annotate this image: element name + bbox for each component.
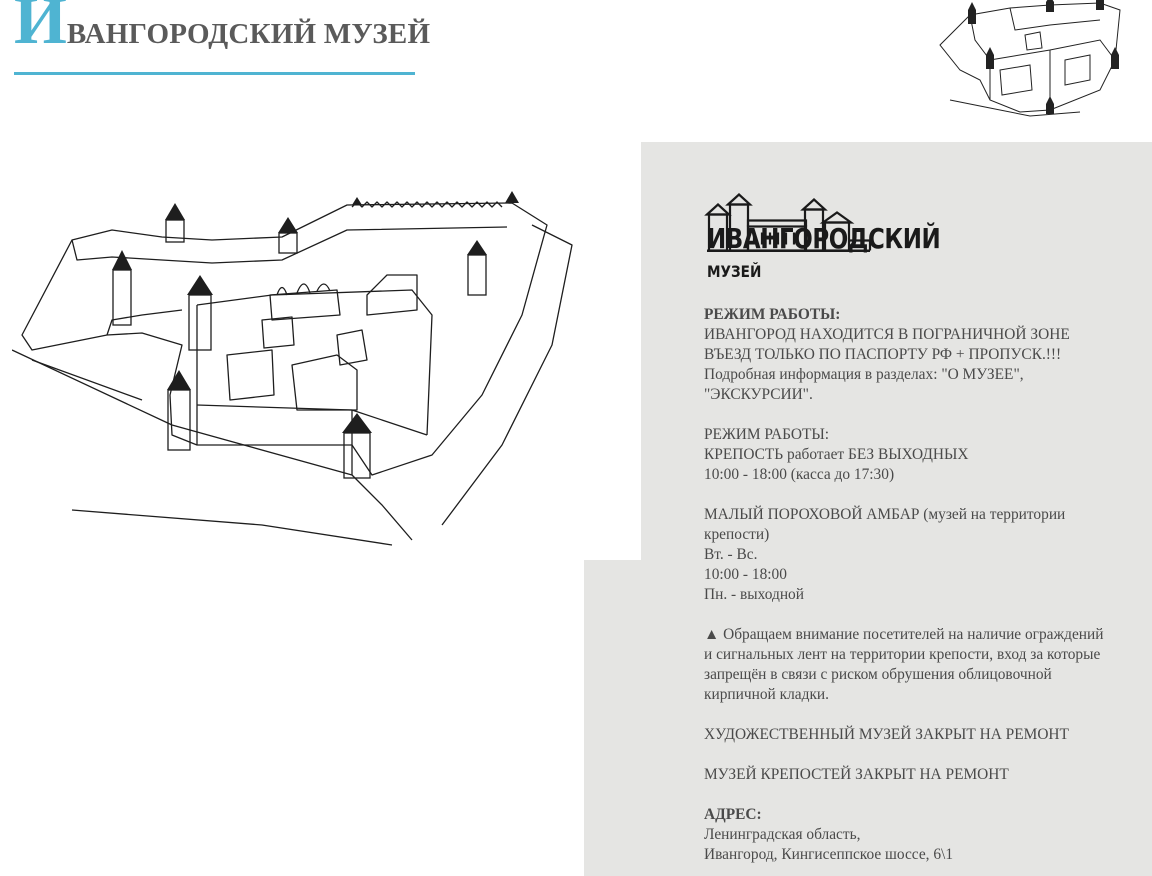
warning-line-3: запрещён в связи с риском обрушения облицовочной bbox=[704, 666, 1052, 683]
hours-heading: РЕЖИМ РАБОТЫ: bbox=[704, 306, 841, 323]
site-title-initial: И bbox=[14, 0, 67, 58]
info-text bbox=[704, 305, 1149, 865]
art-museum-notice: ХУДОЖЕСТВЕННЫЙ МУЗЕЙ ЗАКРЫТ НА РЕМОНТ bbox=[704, 726, 1069, 743]
hours-heading-2: РЕЖИМ РАБОТЫ: bbox=[704, 426, 830, 443]
powder-barn-title-1: МАЛЫЙ ПОРОХОВОЙ АМБАР (музей на территории bbox=[704, 506, 1066, 523]
logo-subtitle: МУЗЕЙ bbox=[707, 262, 762, 281]
site-title[interactable] bbox=[14, 0, 431, 58]
fortress-sketch-main bbox=[12, 145, 627, 560]
warning-line-2: и сигнальных лент на территории крепости, вход за которые bbox=[704, 646, 1101, 663]
title-underline bbox=[14, 72, 415, 75]
address-heading: АДРЕС: bbox=[704, 806, 762, 823]
entry-rule-notice: ВЪЕЗД ТОЛЬКО ПО ПАСПОРТУ РФ + ПРОПУСК.!!! bbox=[704, 346, 1062, 363]
fortress-museum-notice: МУЗЕЙ КРЕПОСТЕЙ ЗАКРЫТ НА РЕМОНТ bbox=[704, 766, 1009, 783]
powder-barn-days: Вт. - Вс. bbox=[704, 546, 758, 563]
details-link-line-2: "ЭКСКУРСИИ". bbox=[704, 386, 813, 403]
powder-barn-hours: 10:00 - 18:00 bbox=[704, 566, 787, 583]
warning-line-4: кирпичной кладки. bbox=[704, 686, 830, 703]
details-link-line-1: Подробная информация в разделах: "О МУЗЕЕ", bbox=[704, 366, 1024, 383]
powder-barn-closed-day: Пн. - выходной bbox=[704, 586, 804, 603]
site-title-rest: ВАНГОРОДСКИЙ МУЗЕЙ bbox=[66, 18, 431, 50]
warning-line-1: ▲ Обращаем внимание посетителей на наличие ограждений bbox=[704, 626, 1104, 643]
powder-barn-title-2: крепости) bbox=[704, 526, 770, 543]
fortress-sketch-small bbox=[930, 0, 1125, 122]
fortress-hours: 10:00 - 18:00 (касса до 17:30) bbox=[704, 466, 895, 483]
address-line-1: Ленинградская область, bbox=[704, 826, 861, 843]
border-zone-notice: ИВАНГОРОД НАХОДИТСЯ В ПОГРАНИЧНОЙ ЗОНЕ bbox=[704, 326, 1070, 343]
address-line-2: Ивангород, Кингисеппское шоссе, 6\1 bbox=[704, 846, 954, 863]
fortress-open-days: КРЕПОСТЬ работает БЕЗ ВЫХОДНЫХ bbox=[704, 446, 969, 463]
logo-title: ИВАНГОРОДСКИЙ bbox=[707, 222, 941, 255]
